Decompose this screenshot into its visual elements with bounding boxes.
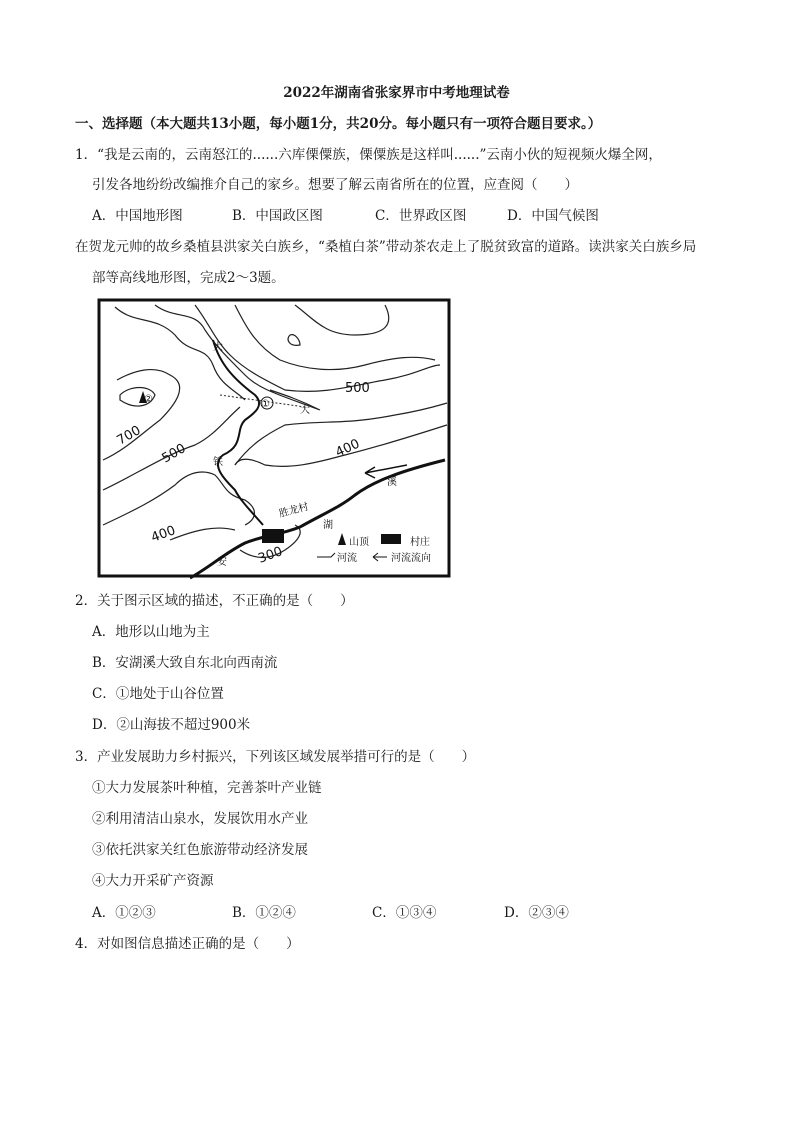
q3-options — [92, 904, 569, 922]
legend-village-icon — [381, 534, 401, 544]
point-1-label: ① — [261, 399, 270, 410]
q2-option-b: B．安湖溪大致自东北向西南流 — [92, 655, 278, 671]
page-title: 2022年湖南省张家界市中考地理试卷 — [283, 85, 510, 101]
river-char: 溪 — [387, 477, 397, 488]
q3-option-a: A．①②③ — [92, 905, 156, 921]
q1-option-a: A．中国地形图 — [92, 208, 183, 224]
contour-label: 500 — [159, 441, 189, 467]
river-char: 湖 — [323, 520, 333, 531]
contour-map — [95, 295, 455, 580]
q3-option-b: B．①②④ — [232, 905, 296, 921]
q1-stem-cont: 引发各地纷纷改编推介自己的家乡。想要了解云南省所在的位置，应查阅（ ） — [92, 177, 578, 193]
village-label: 胜龙村 — [277, 501, 310, 520]
q2-option-a: A．地形以山地为主 — [92, 624, 210, 640]
point-2-label: ② — [144, 394, 153, 405]
q2-option-c: C．①地处于山谷位置 — [92, 686, 224, 702]
q1-stem: 1．“我是云南的，云南怒江的......六库傈僳族，傈僳族是这样叫......”云南小伙的短视频火爆全网， — [75, 147, 662, 163]
q1-option-c: C．世界政区图 — [375, 208, 467, 224]
q2-option-d: D．②山海拔不超过900米 — [92, 717, 251, 733]
legend-flow-label: 河流流向 — [391, 553, 431, 564]
q2-stem: 2．关于图示区域的描述，不正确的是（ ） — [75, 593, 354, 609]
contour-label: 500 — [345, 381, 370, 396]
river-char: 大 — [213, 342, 223, 353]
intro-text: 在贺龙元帅的故乡桑植县洪家关白族乡，“桑植白茶”带动茶农走上了脱贫致富的道路。读洪家关白族乡局 — [75, 239, 697, 255]
contour-label: 400 — [149, 523, 178, 546]
river-char: 大 — [300, 405, 310, 416]
river-char: 安 — [217, 557, 227, 568]
q3-item-3: ③依托洪家关红色旅游带动经济发展 — [92, 842, 308, 858]
q3-item-1: ①大力发展茶叶种植，完善茶叶产业链 — [92, 780, 322, 796]
intro-text-cont: 部等高线地形图，完成2～3题。 — [92, 270, 285, 286]
q3-option-d: D．②③④ — [504, 905, 569, 921]
section-heading: 一、选择题（本大题共13小题，每小题1分，共20分。每小题只有一项符合题目要求。） — [75, 116, 602, 132]
legend-village-label: 村庄 — [410, 537, 430, 548]
legend-river-label: 河流 — [337, 553, 357, 564]
contour-label: 300 — [256, 544, 285, 567]
q1-option-b: B．中国政区图 — [232, 208, 323, 224]
q1-options — [92, 207, 599, 225]
q3-item-2: ②利用清洁山泉水，发展饮用水产业 — [92, 811, 308, 827]
contour-label: 400 — [333, 436, 363, 461]
q4-stem: 4．对如图信息描述正确的是（ ） — [75, 936, 300, 952]
village-marker — [262, 529, 284, 543]
river-char: 铁 — [213, 457, 223, 468]
q3-option-c: C．①③④ — [372, 905, 437, 921]
q3-item-4: ④大力开采矿产资源 — [92, 873, 214, 889]
q3-stem: 3．产业发展助力乡村振兴，下列该区域发展举措可行的是（ ） — [75, 749, 476, 765]
contour-label: 700 — [114, 423, 144, 449]
q1-option-d: D．中国气候图 — [507, 208, 599, 224]
legend-peak-label: 山顶 — [349, 537, 369, 548]
